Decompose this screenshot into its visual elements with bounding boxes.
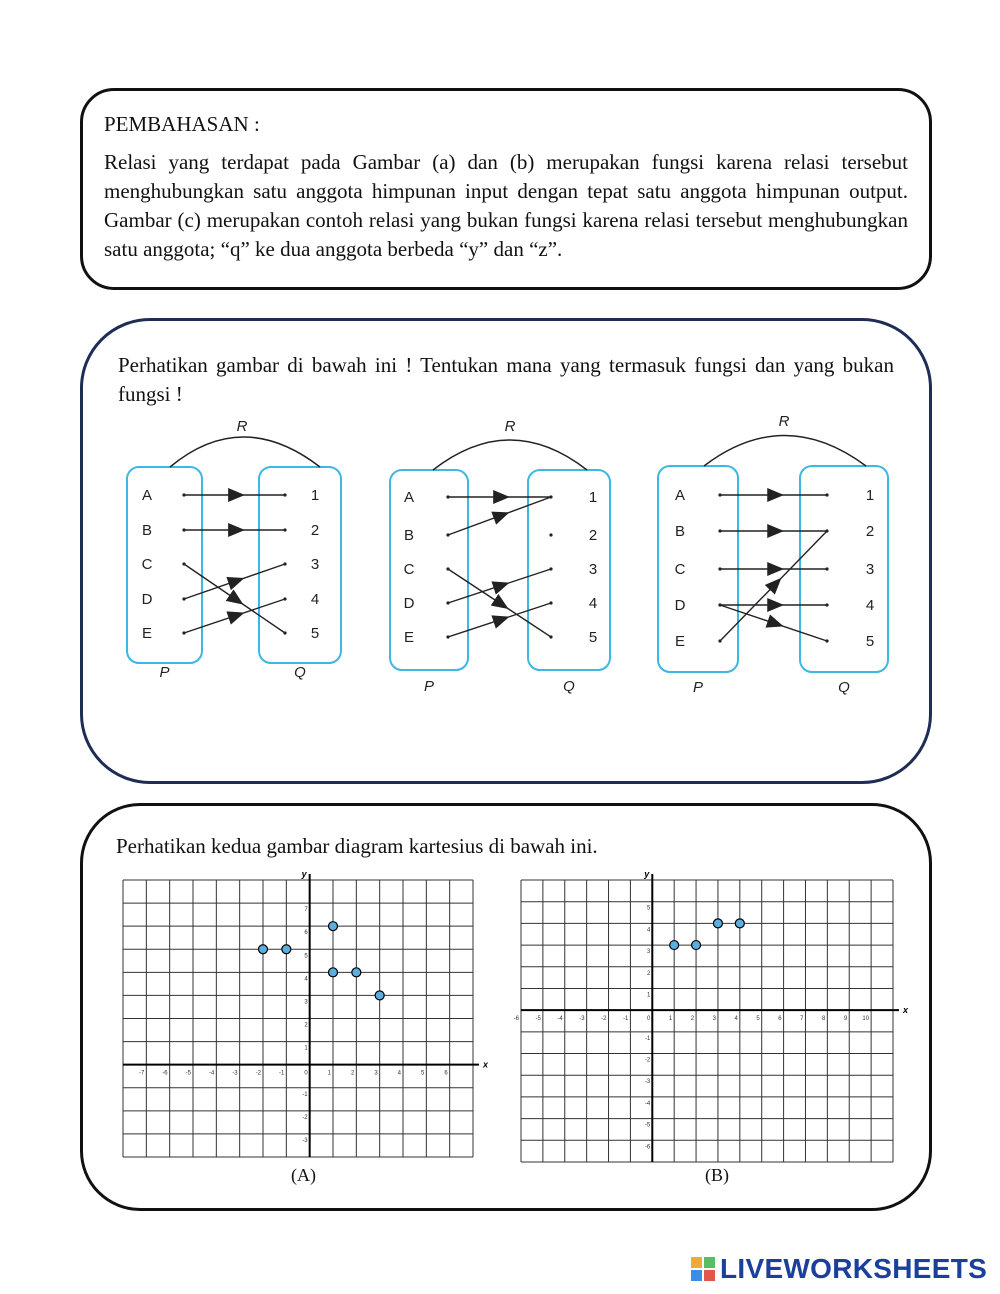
- arrowhead-E-2: [771, 584, 775, 588]
- arrow-diagram-a: [122, 415, 352, 685]
- y-tick-label: -3: [644, 1079, 651, 1086]
- codomain-element-4: 4: [588, 595, 598, 612]
- arrowhead-C-5: [232, 597, 236, 600]
- y-tick-label: 2: [646, 970, 651, 977]
- domain-set-label: P: [692, 679, 704, 696]
- logo-text: LIVEWORKSHEETS: [720, 1253, 988, 1284]
- codomain-element-2: 2: [865, 523, 875, 540]
- graph-b-caption: (B): [705, 1165, 729, 1185]
- y-axis-label: y: [301, 869, 307, 879]
- explanation-text: Relasi yang terdapat pada Gambar (a) dan (b) merupakan fungsi karena relasi tersebut menghubungkan satu anggota himpunan input dengan tepat satu anggota himpunan output. Gambar (c) merupakan contoh relasi yang bukan fungsi karena relasi tersebut menghubungkan satu anggota; “q” ke dua anggota berbeda “y” dan “z”.: [104, 150, 908, 261]
- data-point: [282, 945, 291, 954]
- domain-element-D: D: [403, 595, 415, 612]
- codomain-set-oval: [528, 470, 610, 670]
- x-tick-label: -2: [255, 1070, 261, 1077]
- codomain-element-1: 1: [865, 487, 875, 504]
- data-point: [329, 922, 338, 931]
- x-tick-label: -7: [138, 1070, 145, 1077]
- relation-curve: [433, 440, 587, 470]
- data-point: [352, 968, 361, 977]
- x-tick-label: 9: [843, 1016, 848, 1023]
- arrowhead-B-1: [497, 515, 501, 517]
- codomain-element-1: 1: [310, 487, 320, 504]
- x-tick-label: 4: [734, 1016, 738, 1023]
- domain-element-B: B: [674, 523, 686, 540]
- y-tick-label: -1: [644, 1035, 651, 1042]
- y-tick-label: 3: [646, 949, 651, 956]
- domain-element-C: C: [403, 561, 415, 578]
- domain-set-oval: [390, 470, 468, 670]
- data-point: [692, 941, 701, 950]
- question2-text: Perhatikan kedua gambar diagram kartesius di bawah ini.: [116, 834, 598, 858]
- domain-set-label: P: [423, 678, 435, 695]
- codomain-point-2: [549, 533, 552, 536]
- domain-element-B: B: [403, 527, 415, 544]
- y-tick-label: -1: [302, 1091, 308, 1098]
- question1-text: Perhatikan gambar di bawah ini ! Tentukan mana yang termasuk fungsi dan yang bukan fungsi !: [118, 353, 894, 406]
- domain-element-A: A: [674, 487, 686, 504]
- x-tick-label: 7: [800, 1016, 804, 1023]
- x-tick-label: -5: [535, 1016, 541, 1023]
- data-point: [670, 941, 679, 950]
- x-tick-label: 4: [397, 1070, 401, 1077]
- x-tick-label: 0: [646, 1016, 651, 1023]
- arrowhead-C-5: [497, 602, 501, 605]
- y-tick-label: 5: [646, 905, 651, 912]
- domain-element-C: C: [674, 561, 686, 578]
- x-tick-label: 8: [822, 1016, 826, 1023]
- x-tick-label: 5: [420, 1070, 425, 1077]
- data-point: [375, 991, 384, 1000]
- y-tick-label: -6: [644, 1144, 651, 1151]
- logo-icon: [690, 1256, 716, 1282]
- x-tick-label: 3: [374, 1070, 378, 1077]
- x-tick-label: -1: [278, 1070, 285, 1077]
- relation-label: R: [778, 413, 790, 430]
- codomain-element-5: 5: [865, 633, 875, 650]
- x-tick-label: 10: [862, 1016, 870, 1023]
- codomain-set-oval: [259, 467, 341, 663]
- arrowhead-D-5: [771, 622, 775, 623]
- relation-label: R: [504, 418, 516, 435]
- domain-element-D: D: [674, 597, 686, 614]
- codomain-element-2: 2: [310, 522, 320, 539]
- arrowhead-D-3: [232, 581, 236, 582]
- x-tick-label: -4: [557, 1016, 563, 1023]
- codomain-element-2: 2: [588, 527, 598, 544]
- x-tick-label: -5: [185, 1070, 191, 1077]
- codomain-element-3: 3: [310, 556, 320, 573]
- arrowhead-E-4: [497, 619, 501, 620]
- y-tick-label: 4: [646, 927, 651, 934]
- domain-set-label: P: [159, 664, 170, 681]
- codomain-element-3: 3: [588, 561, 598, 578]
- x-tick-label: 3: [712, 1016, 716, 1023]
- explanation-heading: PEMBAHASAN :: [104, 112, 260, 136]
- x-tick-label: -2: [601, 1016, 607, 1023]
- domain-element-E: E: [141, 625, 153, 642]
- domain-element-B: B: [141, 522, 153, 539]
- arrowhead-D-3: [497, 585, 501, 586]
- codomain-set-label: Q: [838, 679, 850, 696]
- codomain-element-5: 5: [310, 625, 320, 642]
- x-tick-label: 6: [778, 1016, 782, 1023]
- x-tick-label: -1: [623, 1016, 629, 1023]
- y-tick-label: 2: [304, 1022, 308, 1029]
- codomain-set-label: Q: [294, 664, 306, 681]
- domain-element-A: A: [141, 487, 153, 504]
- codomain-element-3: 3: [865, 561, 875, 578]
- domain-element-D: D: [141, 591, 153, 608]
- y-tick-label: -2: [302, 1114, 308, 1121]
- x-tick-label: -4: [208, 1070, 215, 1077]
- y-tick-label: -4: [644, 1100, 651, 1107]
- arrow-diagram-c: [654, 410, 894, 695]
- y-tick-label: -5: [644, 1122, 651, 1129]
- data-point: [735, 919, 744, 928]
- x-tick-label: 1: [327, 1070, 331, 1077]
- y-axis-label: y: [644, 869, 650, 879]
- y-tick-label: 3: [304, 999, 308, 1006]
- x-axis-label: x: [903, 1005, 909, 1016]
- x-tick-label: 1: [668, 1016, 673, 1023]
- data-point: [713, 919, 722, 928]
- domain-element-E: E: [403, 629, 415, 646]
- y-tick-label: 4: [304, 976, 308, 983]
- liveworksheets-logo: [690, 1253, 987, 1285]
- y-tick-label: 1: [646, 992, 651, 999]
- data-point: [259, 945, 268, 954]
- x-axis-label: x: [483, 1059, 489, 1070]
- x-tick-label: -6: [162, 1070, 168, 1077]
- cartesian-graph-b: [513, 869, 909, 1165]
- codomain-element-1: 1: [588, 489, 598, 506]
- domain-set-oval: [127, 467, 202, 663]
- y-tick-label: 1: [304, 1045, 308, 1052]
- x-tick-label: 2: [350, 1070, 355, 1077]
- x-tick-label: 6: [444, 1070, 448, 1077]
- relation-label: R: [236, 418, 248, 435]
- x-tick-label: 5: [756, 1016, 760, 1023]
- domain-element-E: E: [674, 633, 686, 650]
- codomain-set-label: Q: [563, 678, 575, 695]
- graph-a-caption: (A): [291, 1165, 316, 1185]
- arrow-diagram-b: [385, 415, 620, 695]
- y-tick-label: 5: [304, 953, 308, 960]
- relation-curve: [704, 436, 866, 467]
- x-tick-label: -3: [232, 1070, 238, 1077]
- x-tick-label: 2: [690, 1016, 695, 1023]
- domain-element-A: A: [403, 489, 415, 506]
- domain-element-C: C: [141, 556, 153, 573]
- x-tick-label: -6: [513, 1016, 519, 1023]
- y-tick-label: -3: [302, 1137, 308, 1144]
- codomain-element-4: 4: [865, 597, 875, 614]
- cartesian-graph-a: [120, 870, 490, 1160]
- x-tick-label: -3: [579, 1016, 585, 1023]
- y-tick-label: 6: [304, 930, 308, 937]
- x-tick-label: 0: [304, 1070, 308, 1077]
- y-tick-label: -2: [644, 1057, 651, 1064]
- arrowhead-E-4: [232, 615, 236, 616]
- data-point: [329, 968, 338, 977]
- codomain-element-4: 4: [310, 591, 320, 608]
- codomain-element-5: 5: [588, 629, 598, 646]
- y-tick-label: 7: [304, 907, 308, 914]
- relation-curve: [170, 437, 320, 467]
